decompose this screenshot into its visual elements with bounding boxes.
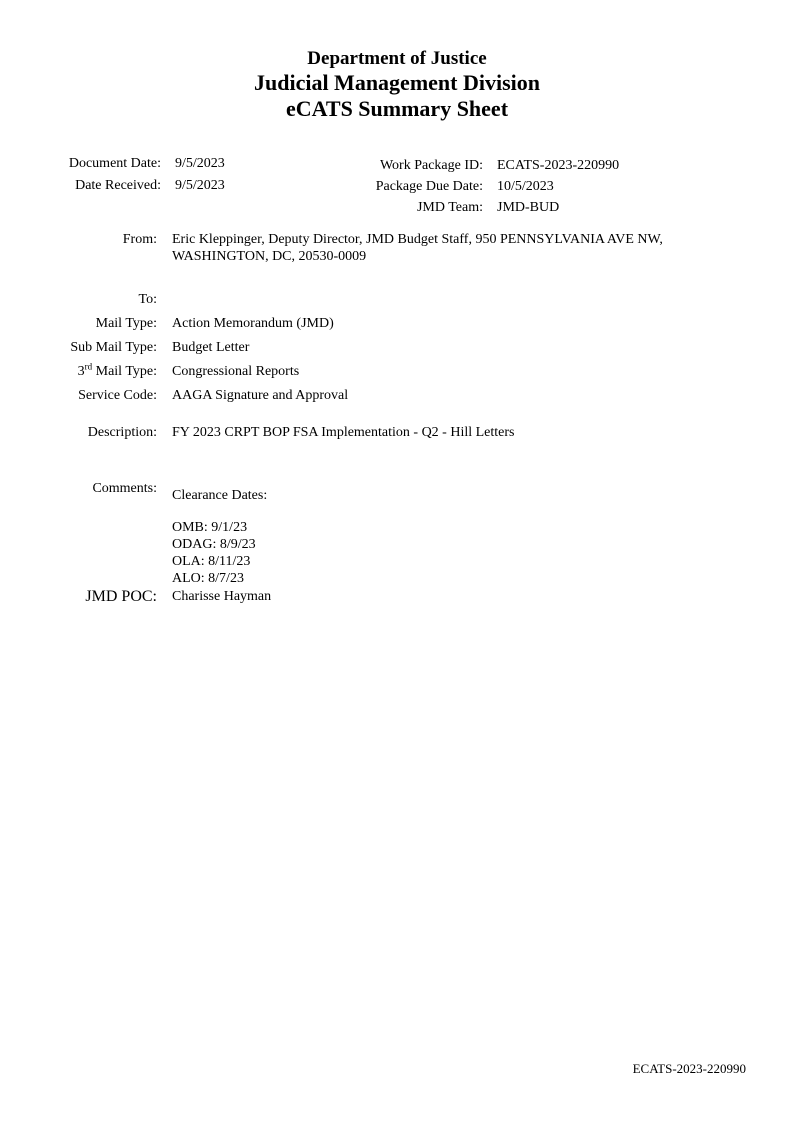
comments-heading: Clearance Dates: [172, 488, 268, 503]
jmd-poc-value: Charisse Hayman [172, 589, 272, 604]
jmd-team-label: JMD Team: [416, 200, 483, 215]
jmd-team-value: JMD-BUD [497, 200, 560, 215]
mail-type-value: Action Memorandum (JMD) [172, 316, 334, 331]
clearance-date-line: OLA: 8/11/23 [172, 554, 251, 569]
work-package-id-value: ECATS-2023-220990 [497, 158, 620, 173]
footer-package-id: ECATS-2023-220990 [632, 1061, 746, 1076]
clearance-date-line: ALO: 8/7/23 [172, 571, 244, 586]
document-date-label: Document Date: [68, 156, 161, 171]
work-package-id-label: Work Package ID: [379, 158, 483, 173]
from-label: From: [122, 232, 157, 247]
clearance-date-line: OMB: 9/1/23 [172, 520, 248, 535]
third-mail-type-label-prefix: 3 [77, 364, 85, 379]
department-heading: Department of Justice [307, 48, 487, 69]
division-heading: Judicial Management Division [253, 70, 540, 95]
comments-value [172, 487, 267, 587]
from-value: Eric Kleppinger, Deputy Director, JMD Budget Staff, 950 PENNSYLVANIA AVE NW, WASHINGTON, DC, 20530-0009 [172, 232, 663, 264]
service-code-value: AAGA Signature and Approval [172, 388, 349, 403]
package-due-date-value: 10/5/2023 [497, 179, 554, 194]
sub-mail-type-value: Budget Letter [172, 340, 250, 355]
document-date-value: 9/5/2023 [175, 156, 225, 171]
third-mail-type-value: Congressional Reports [172, 364, 300, 379]
description-value: FY 2023 CRPT BOP FSA Implementation - Q2 - Hill Letters [172, 425, 515, 440]
mail-type-label: Mail Type: [95, 316, 157, 331]
jmd-poc-label: JMD POC: [85, 588, 157, 605]
sheet-title: eCATS Summary Sheet [285, 96, 509, 121]
sub-mail-type-label: Sub Mail Type: [70, 340, 157, 355]
date-received-label: Date Received: [75, 178, 161, 193]
description-label: Description: [87, 425, 157, 440]
third-mail-type-label [78, 363, 157, 380]
third-mail-type-label-suffix: Mail Type: [92, 364, 157, 379]
service-code-label: Service Code: [78, 388, 157, 403]
package-due-date-label: Package Due Date: [375, 179, 483, 194]
third-mail-type-label-sup: rd [84, 361, 93, 372]
date-received-value: 9/5/2023 [175, 178, 225, 193]
comments-label: Comments: [92, 481, 157, 496]
clearance-date-line: ODAG: 8/9/23 [172, 537, 256, 552]
to-label: To: [138, 292, 157, 307]
comments-spacer [172, 504, 267, 519]
